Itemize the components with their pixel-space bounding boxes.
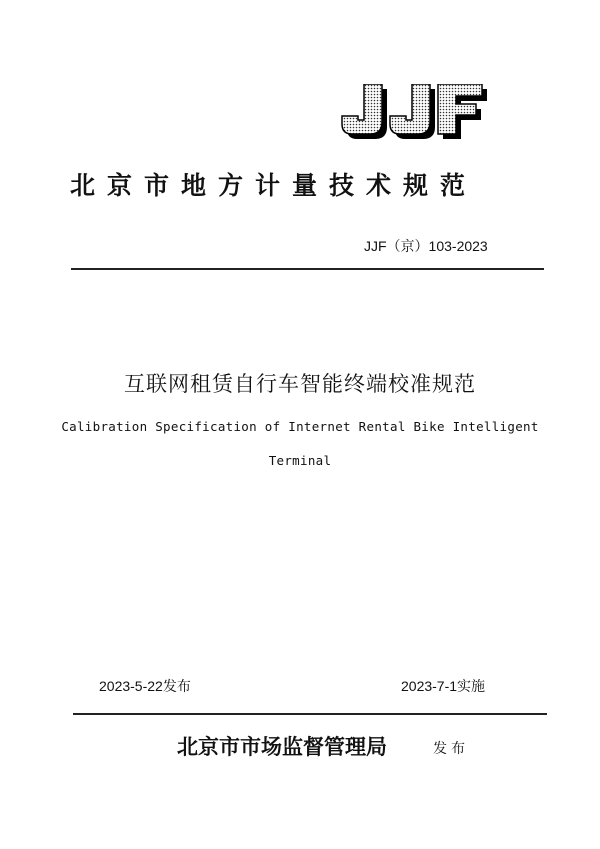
jjf-logo bbox=[340, 84, 488, 140]
issue-date: 2023-5-22发布 bbox=[99, 678, 191, 694]
publisher-name: 北京市市场监督管理局 bbox=[177, 734, 387, 759]
publisher-suffix: 发布 bbox=[433, 741, 469, 757]
org-title: 北京市地方计量技术规范 bbox=[70, 171, 478, 200]
chinese-title: 互联网租赁自行车智能终端校准规范 bbox=[124, 372, 476, 396]
english-title-line1: Calibration Specification of Internet Rental Bike Intelligent bbox=[61, 419, 539, 434]
english-title-line2: Terminal bbox=[268, 453, 332, 468]
implementation-date: 2023-7-1实施 bbox=[401, 678, 486, 694]
jjf-logo-graphic bbox=[340, 84, 488, 140]
standard-code: JJF（京）103-2023 bbox=[364, 238, 488, 254]
divider-top bbox=[71, 268, 544, 270]
divider-bottom bbox=[73, 713, 547, 715]
